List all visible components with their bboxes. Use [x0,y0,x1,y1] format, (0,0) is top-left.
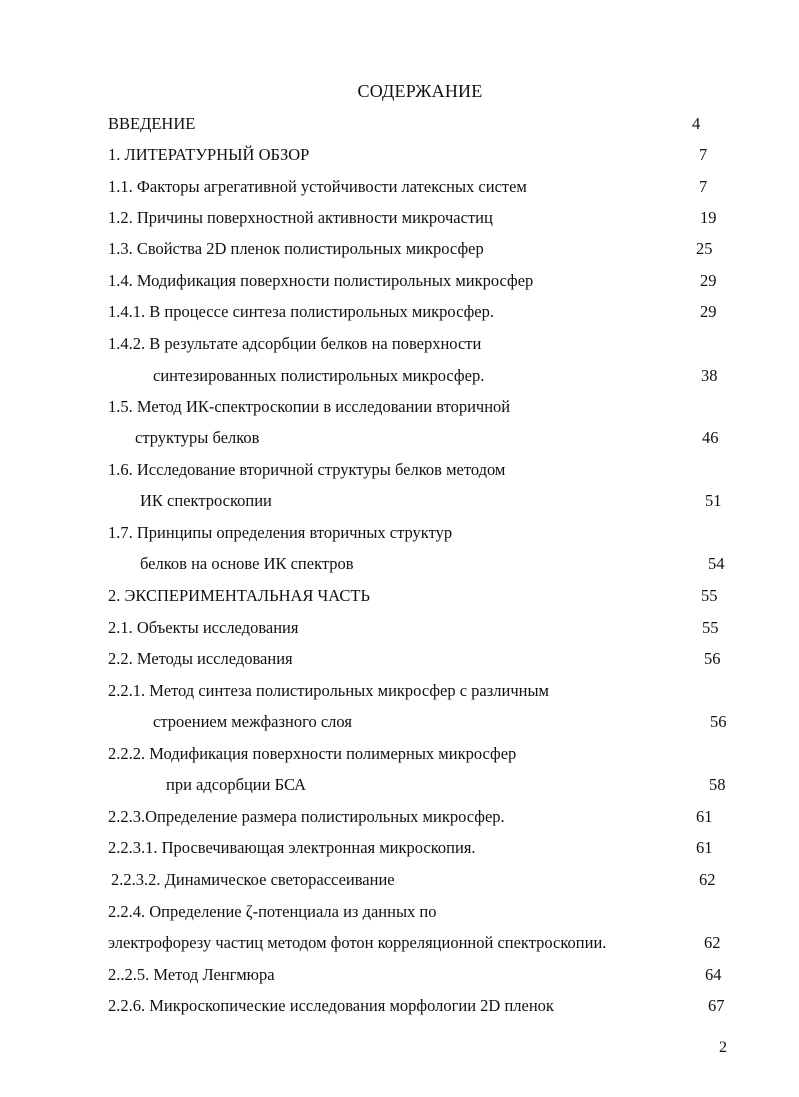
toc-page: 62 [699,870,716,889]
toc-entry: 2..2.5. Метод Ленгмюра [108,965,275,984]
toc-page: 38 [701,366,718,385]
toc-entry: 2.2.4. Определение ζ-потенциала из данных по [108,902,437,921]
toc-page: 29 [700,302,717,321]
toc-page: 19 [700,208,717,227]
toc-page: 56 [704,649,721,668]
toc-page: 55 [701,586,718,605]
toc-entry: структуры белков [135,428,260,447]
toc-entry: 1.7. Принципы определения вторичных структур [108,523,453,542]
toc-page: 56 [710,712,727,731]
toc-page: 7 [699,177,708,196]
toc-entry: 1.5. Метод ИК-спектроскопии в исследовании вторичной [108,397,511,416]
toc-entry: 1.4.1. В процессе синтеза полистирольных микросфер. [108,302,494,321]
toc-entry: 2.2.3.Определение размера полистирольных микросфер. [108,807,505,826]
toc-page: 58 [709,775,726,794]
toc-entry: 1. ЛИТЕРАТУРНЫЙ ОБЗОР [108,145,310,164]
toc-page: 55 [702,618,719,637]
toc-entry: 2.2. Методы исследования [108,649,293,668]
toc-entry: 1.4. Модификация поверхности полистирольных микросфер [108,271,534,290]
toc-entry: при адсорбции БСА [166,775,307,794]
toc-page: 62 [704,933,721,952]
toc-entry: белков на основе ИК спектров [140,554,354,573]
toc-entry: 1.2. Причины поверхностной активности микрочастиц [108,208,493,227]
toc-entry: 2.2.6. Микроскопические исследования морфологии 2D пленок [108,996,554,1015]
toc-entry: 2.1. Объекты исследования [108,618,299,637]
page-number: 2 [719,1039,727,1056]
toc-entry: ВВЕДЕНИЕ [108,114,196,133]
toc-entry: ИК спектроскопии [140,491,272,510]
toc-entry: электрофорезу частиц методом фотон корреляционной спектроскопии. [108,933,607,952]
toc-entry: 2. ЭКСПЕРИМЕНТАЛЬНАЯ ЧАСТЬ [108,586,370,605]
toc-page: 54 [708,554,725,573]
toc-page: 61 [696,838,713,857]
toc-entry: 1.6. Исследование вторичной структуры белков методом [108,460,506,479]
toc-page: 29 [700,271,717,290]
toc-entry: 2.2.3.1. Просвечивающая электронная микроскопия. [108,838,476,857]
toc-page: 51 [705,491,722,510]
toc-entry: 2.2.2. Модификация поверхности полимерных микросфер [108,744,517,763]
toc-entry: 2.2.3.2. Динамическое светорассеивание [111,870,395,889]
toc-entry: синтезированных полистирольных микросфер. [153,366,485,385]
toc-entry: строением межфазного слоя [153,712,352,731]
toc-page: 46 [702,428,719,447]
toc-page: 61 [696,807,713,826]
toc-page: 25 [696,239,713,258]
toc-page: 64 [705,965,722,984]
toc-entry: 1.3. Свойства 2D пленок полистирольных микросфер [108,239,484,258]
toc-page: 7 [699,145,708,164]
toc-entry: 2.2.1. Метод синтеза полистирольных микросфер с различным [108,681,549,700]
toc-entry: 1.4.2. В результате адсорбции белков на поверхности [108,334,482,353]
toc-page: 4 [692,114,701,133]
toc-page: 67 [708,996,725,1015]
toc-entry: 1.1. Факторы агрегативной устойчивости латексных систем [108,177,527,196]
page-title: СОДЕРЖАНИЕ [357,81,483,101]
